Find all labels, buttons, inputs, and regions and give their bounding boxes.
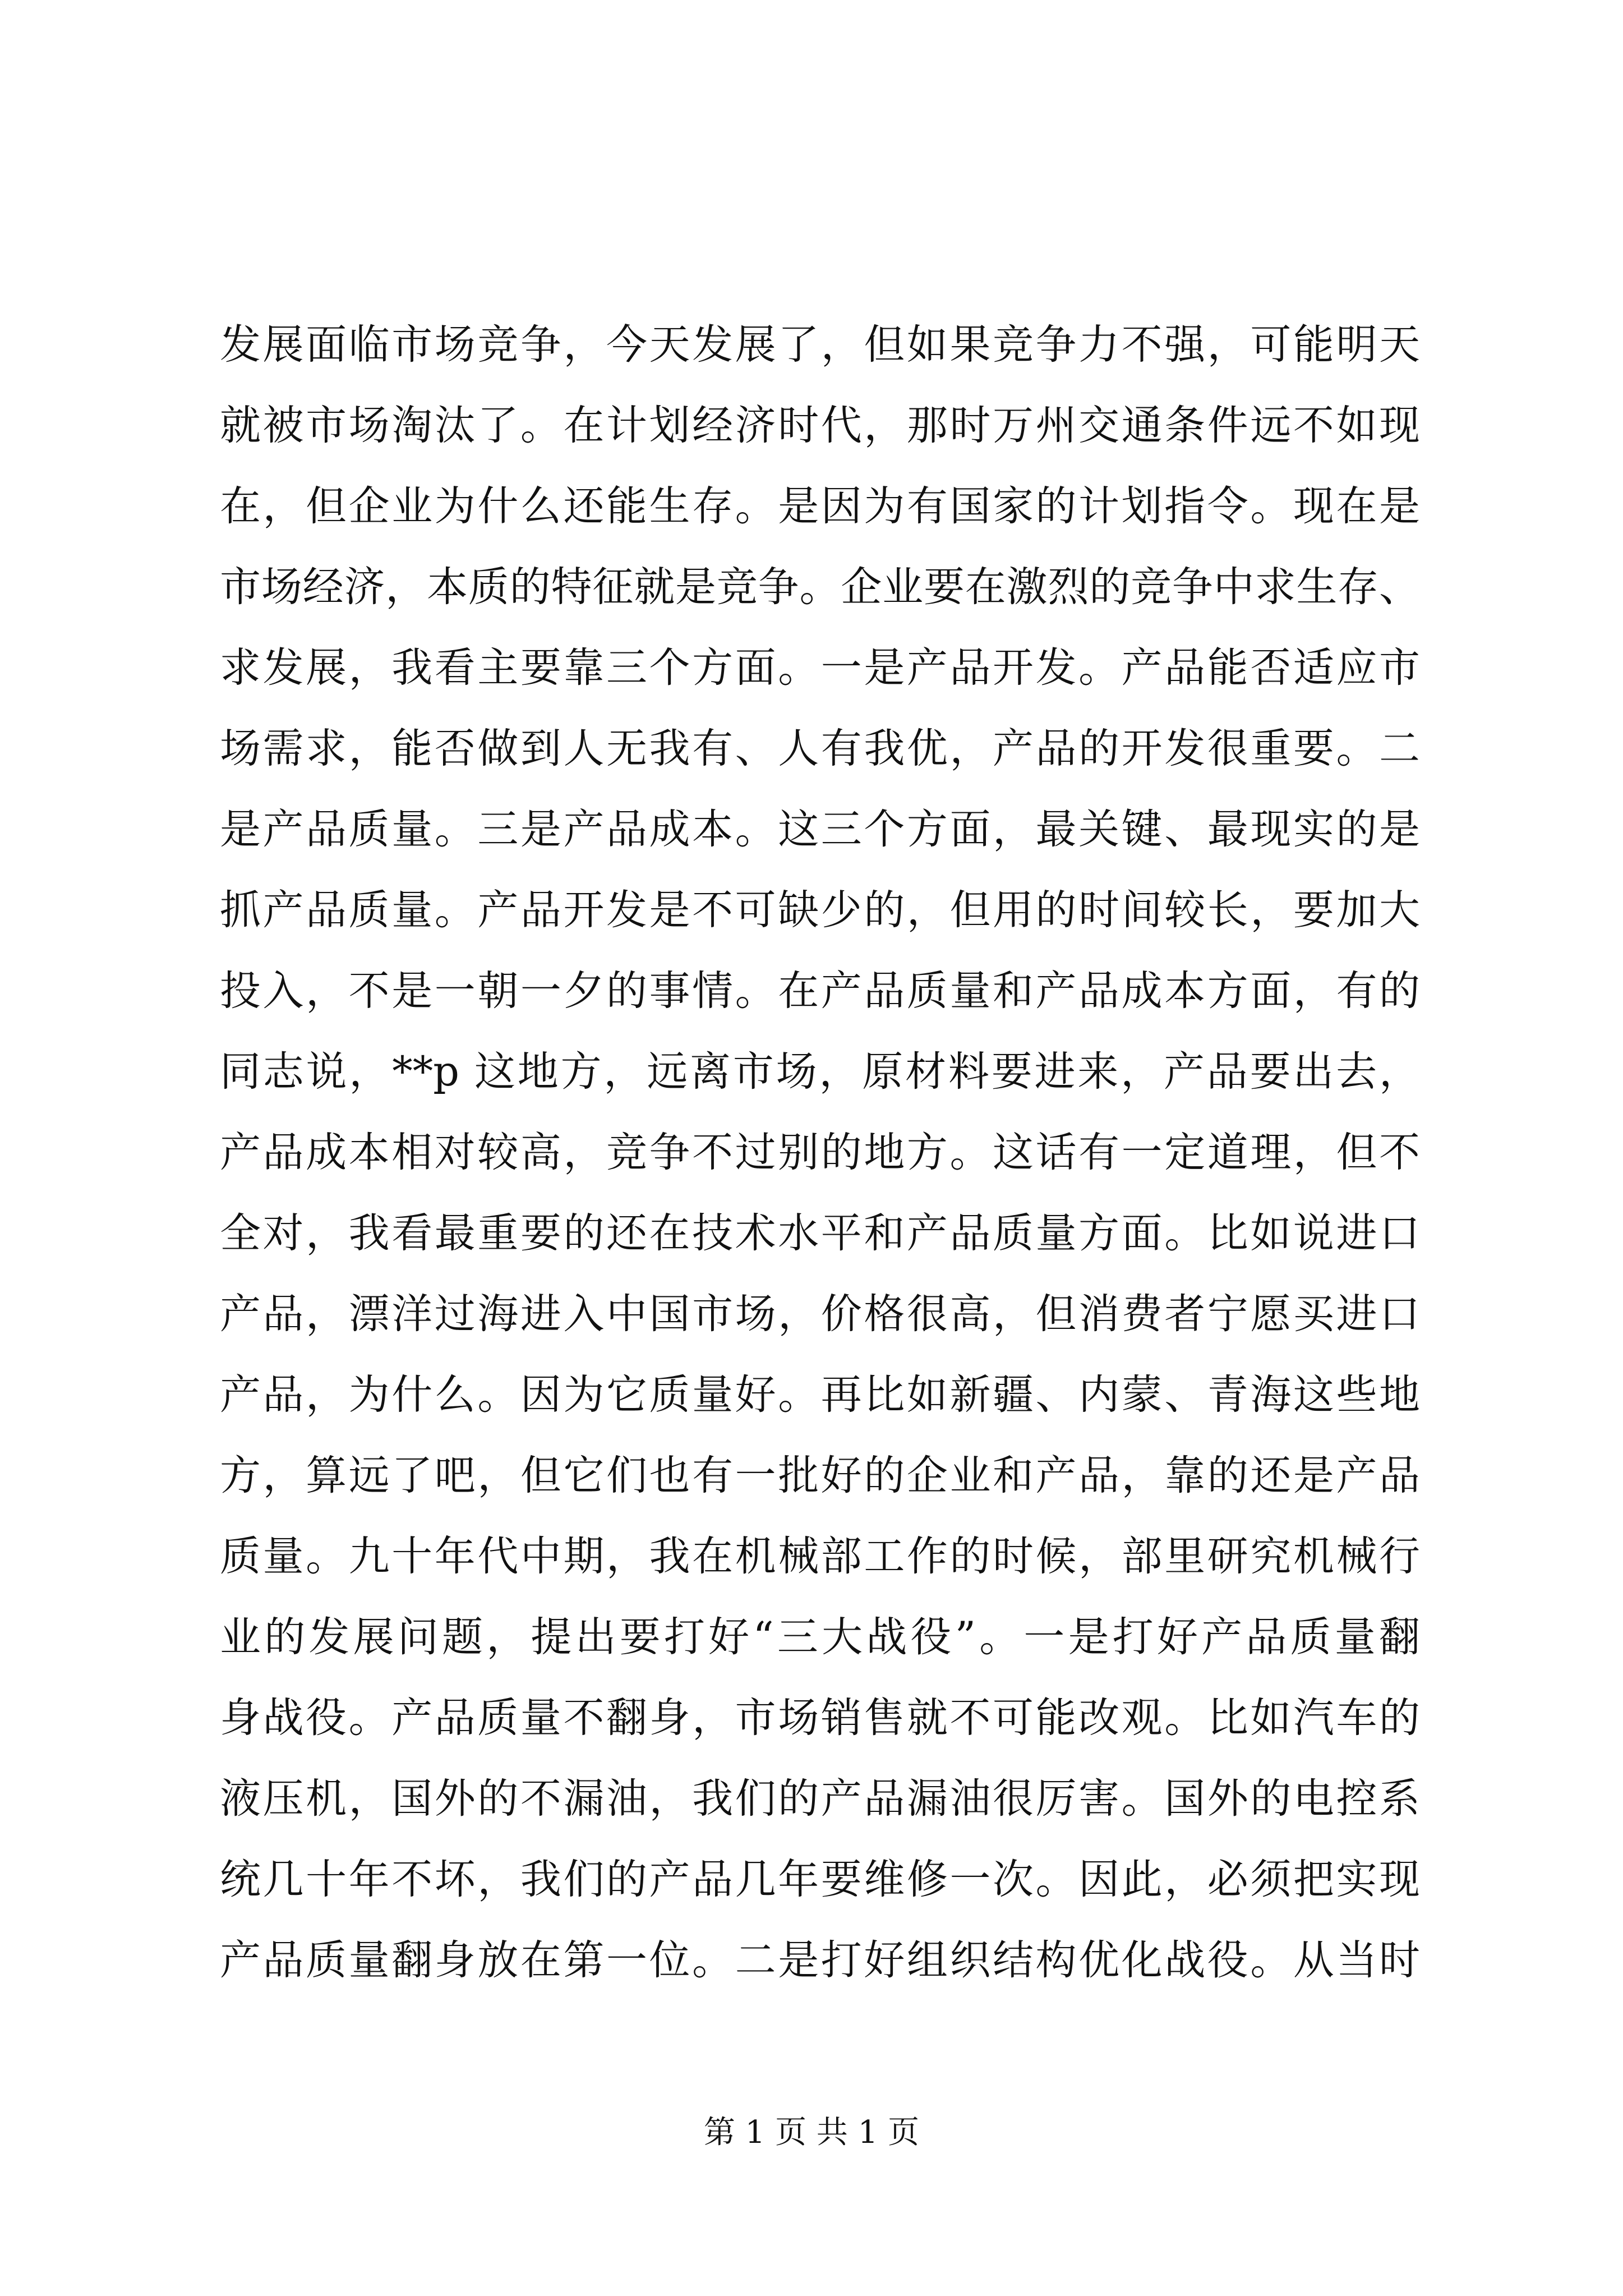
text-line: 方，算远了吧，但它们也有一批好的企业和产品，靠的还是产品 bbox=[220, 1452, 1420, 1499]
text-line: 产品，漂洋过海进入中国市场，价格很高，但消费者宁愿买进口 bbox=[220, 1290, 1420, 1338]
page-footer: 第 1 页 共 1 页 bbox=[703, 2114, 920, 2151]
text-line: 就被市场淘汰了。在计划经济时代，那时万州交通条件远不如现 bbox=[220, 402, 1420, 449]
text-line: 全对，我看最重要的还在技术水平和产品质量方面。比如说进口 bbox=[220, 1209, 1420, 1257]
text-line: 同志说，**p 这地方，远离市场，原材料要进来，产品要出去， bbox=[220, 1048, 1420, 1096]
text-line: 身战役。产品质量不翻身，市场销售就不可能改观。比如汽车的 bbox=[220, 1694, 1420, 1742]
body-text bbox=[220, 305, 1420, 2001]
text-line: 是产品质量。三是产品成本。这三个方面，最关键、最现实的是 bbox=[220, 806, 1420, 853]
text-line: 液压机，国外的不漏油，我们的产品漏油很厉害。国外的电控系 bbox=[220, 1775, 1420, 1823]
text-line: 市场经济，本质的特征就是竞争。企业要在激烈的竞争中求生存、 bbox=[220, 563, 1420, 611]
text-line: 投入，不是一朝一夕的事情。在产品质量和产品成本方面，有的 bbox=[220, 967, 1420, 1015]
text-line: 产品成本相对较高，竞争不过别的地方。这话有一定道理，但不 bbox=[220, 1129, 1420, 1176]
text-line: 产品质量翻身放在第一位。二是打好组织结构优化战役。从当时 bbox=[220, 1936, 1420, 1984]
text-line: 发展面临市场竞争，今天发展了，但如果竞争力不强，可能明天 bbox=[220, 321, 1420, 369]
text-line: 抓产品质量。产品开发是不可缺少的，但用的时间较长，要加大 bbox=[220, 886, 1420, 934]
text-line: 产品，为什么。因为它质量好。再比如新疆、内蒙、青海这些地 bbox=[220, 1371, 1420, 1419]
text-line: 统几十年不坏，我们的产品几年要维修一次。因此，必须把实现 bbox=[220, 1856, 1420, 1903]
text-line: 场需求，能否做到人无我有、人有我优，产品的开发很重要。二 bbox=[220, 725, 1420, 772]
text-line: 业的发展问题，提出要打好“三大战役”。一是打好产品质量翻 bbox=[220, 1613, 1420, 1661]
text-line: 质量。九十年代中期，我在机械部工作的时候，部里研究机械行 bbox=[220, 1533, 1420, 1580]
text-line: 在，但企业为什么还能生存。是因为有国家的计划指令。现在是 bbox=[220, 482, 1420, 530]
text-line: 求发展，我看主要靠三个方面。一是产品开发。产品能否适应市 bbox=[220, 644, 1420, 692]
